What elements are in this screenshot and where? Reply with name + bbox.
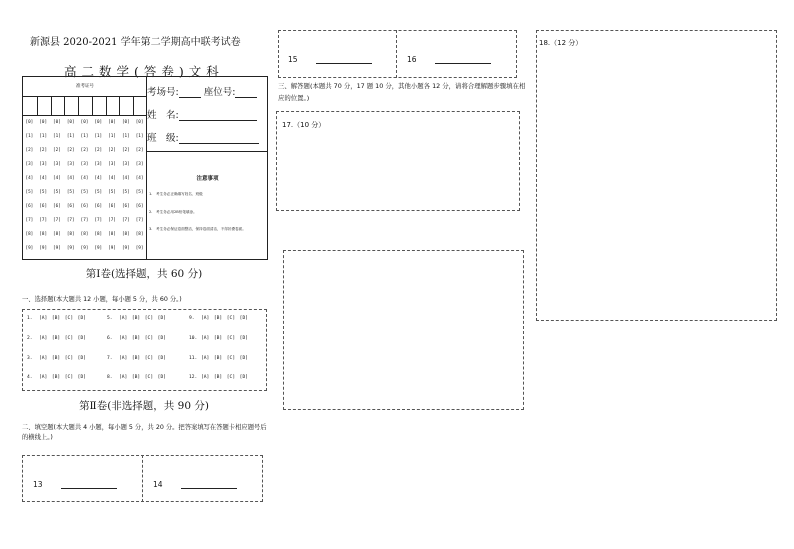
mc-options[interactable]: [A] [B] [C] [D] <box>201 316 248 321</box>
answer-box-17[interactable] <box>276 111 520 211</box>
answer-box-17-continued[interactable] <box>283 250 524 410</box>
digit-bubble[interactable]: [6] <box>53 204 61 209</box>
mc-options[interactable]: [A] [B] [C] [D] <box>39 316 86 321</box>
digit-bubble[interactable]: [9] <box>66 246 75 251</box>
digit-bubble[interactable]: [5] <box>25 190 34 195</box>
mc-options[interactable]: [A] [B] [C] [D] <box>119 336 166 341</box>
digit-bubble[interactable]: [3] <box>94 162 103 167</box>
grid-column-divider <box>64 97 65 115</box>
digit-bubble[interactable]: [4] <box>25 176 34 181</box>
mc-options[interactable]: [A] [B] [C] [D] <box>119 356 166 361</box>
mc-question[interactable] <box>107 355 166 361</box>
notice-item: 3. 考生务必保证卷面整洁，保持卷面清洁，不得折叠卷面。 <box>149 227 246 231</box>
digit-bubble[interactable]: [6] <box>39 204 48 209</box>
name-input[interactable] <box>179 111 257 121</box>
digit-bubble[interactable]: [8] <box>39 232 48 237</box>
q17-label: 17.（10 分） <box>282 121 326 129</box>
mc-question[interactable] <box>107 315 166 321</box>
q14-label: 14 <box>153 480 163 489</box>
mc-question-number: 11. <box>189 356 198 361</box>
part2-title: 第Ⅱ卷(非选择题，共 90 分) <box>79 400 209 412</box>
seat-input[interactable] <box>235 88 257 98</box>
digit-bubble[interactable]: [4] <box>94 176 103 181</box>
q16-label: 16 <box>407 55 417 64</box>
digit-bubble[interactable]: [4] <box>39 176 48 181</box>
mc-question[interactable] <box>189 315 248 321</box>
digit-bubble[interactable]: [7] <box>66 218 75 223</box>
digit-bubble[interactable]: [4] <box>108 176 116 181</box>
room-label: 考场号: <box>147 87 179 98</box>
q15-label: 15 <box>288 55 298 64</box>
mc-question-number: 12. <box>189 375 198 380</box>
q14-answer-line[interactable] <box>181 481 237 489</box>
mc-question[interactable] <box>27 374 86 380</box>
digit-bubble[interactable]: [4] <box>135 176 144 181</box>
fill-box-15-16 <box>278 30 517 78</box>
ticket-number-grid <box>23 77 147 259</box>
digit-bubble[interactable]: [8] <box>53 232 61 237</box>
answer-box-18[interactable] <box>536 30 777 321</box>
q14-row <box>153 480 237 489</box>
mc-options[interactable]: [A] [B] [C] [D] <box>201 356 248 361</box>
mc-heading: 一、选择题(本大题共 12 小题，每小题 5 分，共 60 分。) <box>22 296 182 303</box>
fill-heading: 二、填空题(本大题共 4 小题，每小题 5 分，共 20 分。把答案填写在答题卡相应题号后的横线上。) <box>22 424 267 441</box>
fill-divider <box>396 30 397 78</box>
digit-bubble[interactable]: [3] <box>53 162 61 167</box>
grid-column-divider <box>119 97 120 115</box>
digit-bubble[interactable]: [5] <box>121 190 130 195</box>
room-input[interactable] <box>179 88 201 98</box>
digit-bubble[interactable]: [8] <box>121 232 130 237</box>
digit-bubble[interactable]: [7] <box>80 218 89 223</box>
digit-bubble[interactable]: [8] <box>108 232 116 237</box>
ticket-number-label: 准考证号 <box>23 77 147 97</box>
q13-answer-line[interactable] <box>61 481 117 489</box>
digit-bubble[interactable]: [2] <box>121 148 130 153</box>
digit-bubble[interactable]: [0] <box>108 120 116 125</box>
digit-bubble[interactable]: [7] <box>135 218 144 223</box>
mc-question-number: 8. <box>107 375 113 380</box>
mc-question[interactable] <box>27 355 86 361</box>
digit-bubble[interactable]: [1] <box>94 134 103 139</box>
q13-label: 13 <box>33 480 43 489</box>
digit-bubble[interactable]: [6] <box>108 204 116 209</box>
mc-options[interactable]: [A] [B] [C] [D] <box>201 336 248 341</box>
digit-bubble[interactable]: [9] <box>53 246 61 251</box>
digit-bubble[interactable]: [9] <box>135 246 144 251</box>
digit-bubble[interactable]: [1] <box>80 134 89 139</box>
seat-label: 座位号: <box>203 87 236 98</box>
digit-bubble[interactable]: [2] <box>94 148 103 153</box>
digit-bubble[interactable]: [7] <box>39 218 48 223</box>
digit-bubble[interactable]: [3] <box>66 162 75 167</box>
digit-bubble[interactable]: [7] <box>53 218 61 223</box>
digit-bubble[interactable]: [2] <box>25 148 34 153</box>
q16-row <box>407 55 491 64</box>
q18-label: 18.（12 分） <box>539 39 583 47</box>
notice-item: 2. 考生务必用2B铅笔填涂。 <box>149 210 197 214</box>
digit-bubble[interactable]: [1] <box>66 134 75 139</box>
digit-bubble[interactable]: [0] <box>53 120 61 125</box>
digit-bubble[interactable]: [9] <box>39 246 48 251</box>
mc-question-number: 7. <box>107 356 113 361</box>
notice-item: 1. 考生务必正确填写姓名、班级 <box>149 192 203 196</box>
mc-question[interactable] <box>189 355 248 361</box>
q16-answer-line[interactable] <box>435 56 491 64</box>
digit-bubble[interactable]: [1] <box>25 134 34 139</box>
digit-bubble[interactable]: [9] <box>108 246 116 251</box>
digit-bubble[interactable]: [3] <box>108 162 116 167</box>
digit-bubble[interactable]: [0] <box>25 120 34 125</box>
digit-bubble[interactable]: [0] <box>135 120 144 125</box>
digit-bubble[interactable]: [3] <box>135 162 144 167</box>
mc-question[interactable] <box>27 335 86 341</box>
mc-options[interactable]: [A] [B] [C] [D] <box>39 336 86 341</box>
digit-bubble[interactable]: [7] <box>108 218 116 223</box>
grid-column-divider <box>92 97 93 115</box>
class-row <box>147 130 259 144</box>
notice-title: 注意事项 <box>196 176 219 182</box>
fill-divider <box>142 455 143 502</box>
mc-question-number: 2. <box>27 336 33 341</box>
class-input[interactable] <box>179 134 259 144</box>
digit-bubble[interactable]: [5] <box>53 190 61 195</box>
digit-bubble[interactable]: [0] <box>121 120 130 125</box>
mc-question-number: 1. <box>27 316 33 321</box>
mc-question[interactable] <box>189 335 248 341</box>
digit-bubble[interactable]: [4] <box>121 176 130 181</box>
room-seat-row <box>147 84 257 98</box>
q15-answer-line[interactable] <box>316 56 372 64</box>
digit-bubble[interactable]: [2] <box>80 148 89 153</box>
grid-column-divider <box>78 97 79 115</box>
exam-title: 新源县 2020-2021 学年第二学期高中联考试卷 <box>30 37 241 48</box>
mc-options[interactable]: [A] [B] [C] [D] <box>39 356 86 361</box>
digit-bubble[interactable]: [9] <box>121 246 130 251</box>
name-label: 姓 名: <box>147 110 179 121</box>
q15-row <box>288 55 372 64</box>
digit-bubble[interactable]: [1] <box>108 134 116 139</box>
mc-options[interactable]: [A] [B] [C] [D] <box>39 375 86 380</box>
class-label: 班 级: <box>147 133 179 144</box>
mc-question-number: 5. <box>107 316 113 321</box>
digit-bubble[interactable]: [2] <box>135 148 144 153</box>
mc-question[interactable] <box>107 374 166 380</box>
part1-title: 第Ⅰ卷(选择题，共 60 分) <box>85 268 203 280</box>
grid-column-divider <box>37 97 38 115</box>
digit-bubble[interactable]: [6] <box>94 204 103 209</box>
digit-bubble[interactable]: [4] <box>80 176 89 181</box>
digit-bubble[interactable]: [8] <box>80 232 89 237</box>
mc-question-number: 3. <box>27 356 33 361</box>
digit-bubble[interactable]: [5] <box>66 190 75 195</box>
solve-heading: 三、解答题(本题共 70 分，17 题 10 分，其他小题各 12 分，请将合理解题步骤填在相应的位置。) <box>278 82 526 102</box>
digit-bubble[interactable]: [5] <box>94 190 103 195</box>
mc-options[interactable]: [A] [B] [C] [D] <box>119 316 166 321</box>
grid-write-line <box>23 115 147 116</box>
digit-bubble[interactable]: [9] <box>25 246 34 251</box>
digit-bubble[interactable]: [1] <box>135 134 144 139</box>
digit-bubble[interactable]: [5] <box>135 190 144 195</box>
name-row <box>147 107 257 121</box>
mc-question[interactable] <box>107 335 166 341</box>
digit-bubble[interactable]: [4] <box>66 176 75 181</box>
digit-bubble[interactable]: [8] <box>25 232 34 237</box>
digit-bubble[interactable]: [7] <box>121 218 130 223</box>
digit-bubble[interactable]: [0] <box>66 120 75 125</box>
digit-bubble[interactable]: [5] <box>39 190 48 195</box>
grid-column-divider <box>51 97 52 115</box>
mc-question[interactable] <box>189 374 248 380</box>
digit-bubble[interactable]: [1] <box>121 134 130 139</box>
grid-column-divider <box>106 97 107 115</box>
digit-bubble[interactable]: [7] <box>94 218 103 223</box>
digit-bubble[interactable]: [1] <box>53 134 61 139</box>
digit-bubble[interactable]: [3] <box>39 162 48 167</box>
digit-bubble[interactable]: [8] <box>135 232 144 237</box>
digit-bubble[interactable]: [1] <box>39 134 48 139</box>
digit-bubble[interactable]: [3] <box>121 162 130 167</box>
digit-bubble[interactable]: [3] <box>80 162 89 167</box>
mc-options[interactable]: [A] [B] [C] [D] <box>119 375 166 380</box>
mc-question[interactable] <box>27 315 86 321</box>
digit-bubble[interactable]: [8] <box>94 232 103 237</box>
mc-answer-box <box>22 309 267 391</box>
digit-bubble[interactable]: [5] <box>80 190 89 195</box>
digit-bubble[interactable]: [2] <box>66 148 75 153</box>
mc-question-number: 6. <box>107 336 113 341</box>
digit-bubble[interactable]: [4] <box>53 176 61 181</box>
notice-box <box>147 151 268 259</box>
q13-row <box>33 480 117 489</box>
digit-bubble[interactable]: [6] <box>121 204 130 209</box>
digit-bubble[interactable]: [0] <box>39 120 48 125</box>
digit-bubble[interactable]: [9] <box>80 246 89 251</box>
digit-bubble[interactable]: [2] <box>39 148 48 153</box>
digit-bubble[interactable]: [0] <box>80 120 89 125</box>
digit-bubble[interactable]: [6] <box>135 204 144 209</box>
candidate-info-box <box>22 76 268 260</box>
mc-question-number: 10. <box>189 336 198 341</box>
digit-bubble[interactable]: [6] <box>25 204 34 209</box>
digit-bubble[interactable]: [8] <box>66 232 75 237</box>
subject-title: 高二数学(答卷)文科 <box>64 64 224 79</box>
mc-question-number: 9. <box>189 316 195 321</box>
digit-bubble[interactable]: [7] <box>25 218 34 223</box>
digit-bubble[interactable]: [9] <box>94 246 103 251</box>
digit-bubble[interactable]: [5] <box>108 190 116 195</box>
digit-bubble[interactable]: [3] <box>25 162 34 167</box>
digit-bubble[interactable]: [6] <box>66 204 75 209</box>
grid-column-divider <box>133 97 134 115</box>
digit-bubble[interactable]: [2] <box>53 148 61 153</box>
digit-bubble[interactable]: [0] <box>94 120 103 125</box>
mc-question-number: 4. <box>27 375 33 380</box>
digit-bubble[interactable]: [2] <box>108 148 116 153</box>
mc-options[interactable]: [A] [B] [C] [D] <box>201 375 248 380</box>
digit-bubble[interactable]: [6] <box>80 204 89 209</box>
